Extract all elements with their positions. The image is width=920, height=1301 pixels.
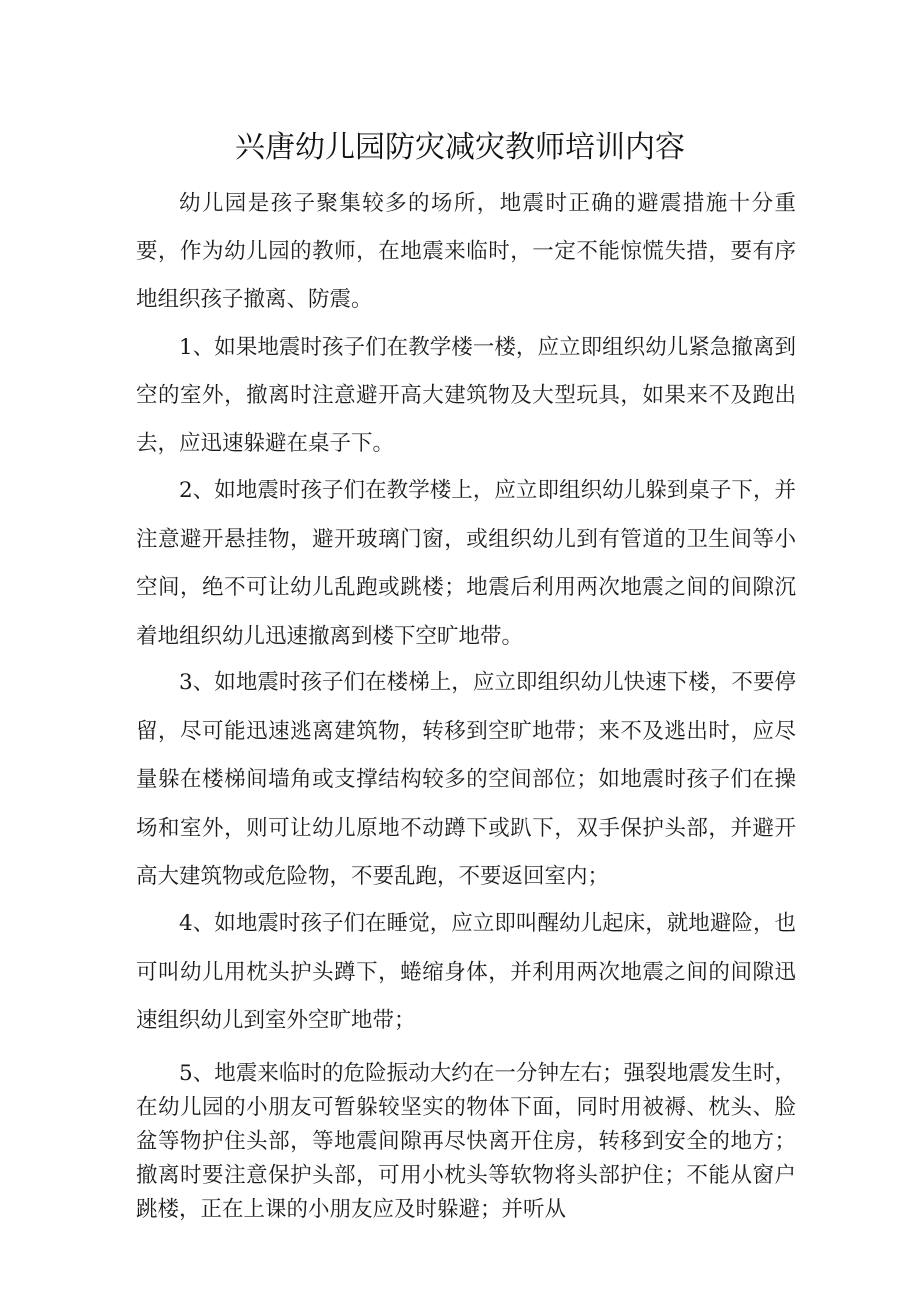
page-title: 兴唐幼儿园防灾减灾教师培训内容 [235, 130, 685, 165]
item-paragraph-3: 3、如地震时孩子们在楼梯上，应立即组织幼儿快速下楼，不要停留，尽可能迅速逃离建筑物，转移到空旷地带；来不及逃出时，应尽量躲在楼梯间墙角或支撑结构较多的空间部位；如地震时孩子们在操场和室外，则可让幼儿原地不动蹲下或趴下，双手保护头部，并避开高大建筑物或危险物，不要乱跑，不要返回室内； [136, 670, 796, 889]
item-paragraph-2: 2、如地震时孩子们在教学楼上，应立即组织幼儿躲到桌子下，并注意避开悬挂物，避开玻璃门窗，或组织幼儿到有管道的卫生间等小空间，绝不可让幼儿乱跑或跳楼；地震后利用两次地震之间的间隙沉着地组织幼儿迅速撤离到楼下空旷地带。 [136, 478, 796, 649]
item-paragraph-5: 5、地震来临时的危险振动大约在一分钟左右；强裂地震发生时，在幼儿园的小朋友可暂躲较坚实的物体下面，同时用被褥、枕头、脸盆等物护住头部，等地震间隙再尽快离开住房，转移到安全的地方；撤离时要注意保护头部，可用小枕头等软物将头部护住；不能从窗户跳楼，正在上课的小朋友应及时躲避；并听从 [136, 1061, 796, 1222]
item-paragraph-1: 1、如果地震时孩子们在教学楼一楼，应立即组织幼儿紧急撤离到空的室外，撤离时注意避开高大建筑物及大型玩具，如果来不及跑出去，应迅速躲避在桌子下。 [136, 335, 796, 456]
item-paragraph-4: 4、如地震时孩子们在睡觉，应立即叫醒幼儿起床，就地避险，也可叫幼儿用枕头护头蹲下，蜷缩身体，并利用两次地震之间的间隙迅速组织幼儿到室外空旷地带； [136, 911, 796, 1033]
intro-paragraph: 幼儿园是孩子聚集较多的场所，地震时正确的避震措施十分重要，作为幼儿园的教师，在地震来临时，一定不能惊慌失措，要有序地组织孩子撤离、防震。 [136, 191, 796, 312]
